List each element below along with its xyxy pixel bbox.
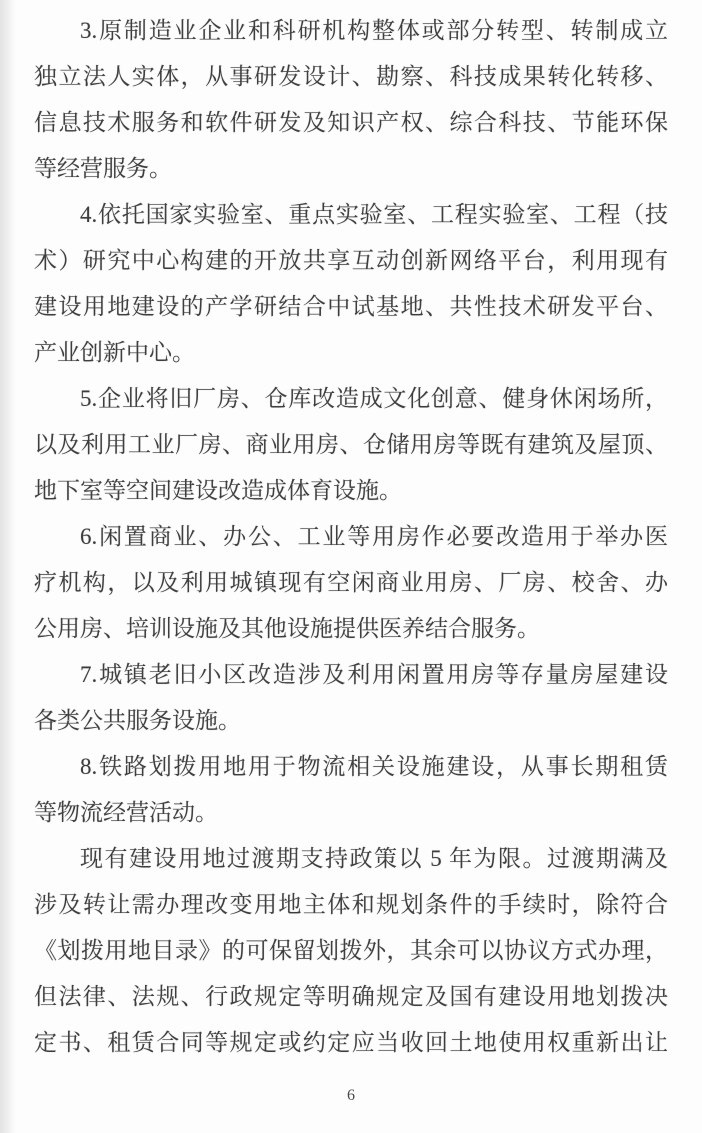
text-line: 产业创新中心。 — [34, 340, 195, 365]
text-line: 6.闲置商业、办公、工业等用房作必要改造用于举办医 — [80, 524, 668, 549]
text-line: 定书、租赁合同等规定或约定应当收回土地使用权重新出让 — [34, 1030, 668, 1055]
text-line: 以及利用工业厂房、商业用房、仓储用房等既有建筑及屋顶、 — [34, 432, 668, 457]
paragraph — [34, 8, 668, 192]
text-line: 术）研究中心构建的开放共享互动创新网络平台，利用现有 — [34, 248, 668, 273]
paragraph — [34, 376, 668, 514]
text-line: 8.铁路划拨用地用于物流相关设施建设，从事长期租赁 — [80, 754, 668, 779]
text-line: 但法律、法规、行政规定等明确规定及国有建设用地划拨决 — [34, 984, 668, 1009]
paragraph — [34, 514, 668, 652]
text-line: 等经营服务。 — [34, 156, 172, 181]
text-line: 疗机构，以及利用城镇现有空闲商业用房、厂房、校舍、办 — [34, 570, 668, 595]
text-line: 3.原制造业企业和科研机构整体或部分转型、转制成立 — [80, 18, 668, 43]
scan-edge-shadow — [0, 0, 16, 1133]
text-line: 独立法人实体，从事研发设计、勘察、科技成果转化转移、 — [34, 64, 668, 89]
text-line: 《划拨用地目录》的可保留划拨外，其余可以协议方式办理， — [34, 938, 668, 963]
document-body — [34, 8, 668, 1066]
text-line: 等物流经营活动。 — [34, 800, 218, 825]
text-line: 现有建设用地过渡期支持政策以 5 年为限。过渡期满及 — [80, 846, 668, 871]
text-line: 5.企业将旧厂房、仓库改造成文化创意、健身休闲场所， — [80, 386, 668, 411]
text-line: 公用房、培训设施及其他设施提供医养结合服务。 — [34, 616, 540, 641]
paragraph — [34, 652, 668, 744]
paragraph — [34, 744, 668, 836]
text-line: 4.依托国家实验室、重点实验室、工程实验室、工程（技 — [80, 202, 668, 227]
text-line: 涉及转让需办理改变用地主体和规划条件的手续时，除符合 — [34, 892, 668, 917]
paragraph — [34, 192, 668, 376]
page-footer — [0, 1086, 702, 1106]
text-line: 建设用地建设的产学研结合中试基地、共性技术研发平台、 — [34, 294, 668, 319]
paragraph — [34, 836, 668, 1066]
text-line: 各类公共服务设施。 — [34, 708, 241, 733]
text-line: 信息技术服务和软件研发及知识产权、综合科技、节能环保 — [34, 110, 668, 135]
page-number: 6 — [347, 1087, 355, 1104]
text-line: 7.城镇老旧小区改造涉及利用闲置用房等存量房屋建设 — [80, 662, 668, 687]
text-line: 地下室等空间建设改造成体育设施。 — [34, 478, 402, 503]
